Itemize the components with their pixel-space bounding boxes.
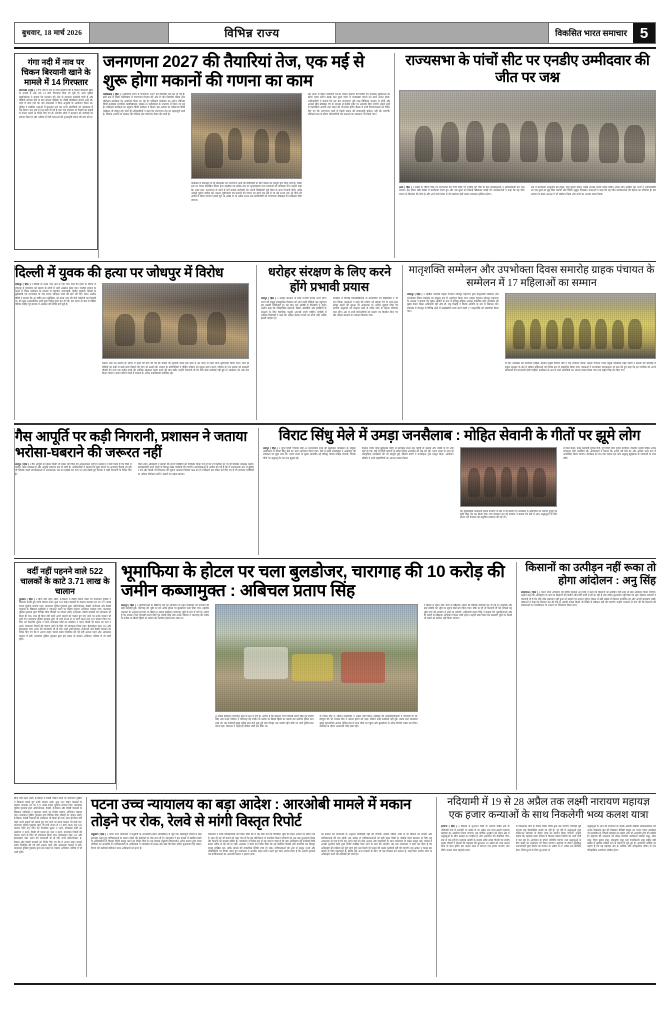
masthead-spacer-right (336, 23, 548, 43)
teaser-body (19, 89, 93, 239)
story-kisan (516, 562, 656, 790)
kalash-col-1 (441, 825, 510, 969)
block-fifth (14, 797, 656, 977)
bulldozer-demolition-photo (215, 604, 417, 712)
dharohar-col-1-text: धरोहर संरक्षण के लिए प्रभावी प्रयास करने होंगे। राज्य की समृद्ध सांस्कृतिक विरासत को आने वाली पीढ़ियों तक पहुंचाना हम सबकी जिम्मेदारी है। यह बात एक संगोष्ठी में विशेषज्ञों ने कही। उन्होंने कहा कि ऐतिहासिक इमारतों, किलों, बावड़ियों और हवेलियों के संरक्षण के लिए वैज्ञानिक पद्धति अपनाई जानी चाहिए। संगोष्ठी में शामिल विशेषज्ञों ने कहा कि धरोहर केवल पत्थरों का ढांचा नहीं, बल्कि हमारी पहचान है। (261, 297, 327, 321)
census-dateline: फरीदाबाद ( हिस ) । (103, 93, 123, 96)
mela-stage-photo (460, 447, 558, 507)
divider-3 (14, 558, 656, 559)
highcourt-col-1-text: पटना उच्च न्यायालय ने मधुबनी के आरओबी (रेलवे ओवरब्रिज) से जुड़े एक महत्वपूर्ण मामले में बड़ा हस्तक्षेप करते हुए याचिकाकर्ता के मकान तोड़ने की कार्रवाई पर रोक लगा दी है। न्यायालय ने इस मामले में संबंधित रेलवे के अधिकारियों से विस्तृत रिपोर्ट प्रस्तुत करने का निर्देश दिया है। यह मामला मधुबनी जिलान्तर्गत अनेक मकान द्वारा दायर याचिका पर आधारित है। याचिकाकर्ता के अधिवक्ता ने न्यायालय के समक्ष तर्क रखा कि बिना उचित मुआवजा दिए मकान गिराने की कार्रवाई संविधान प्रदत्त अधिकारों का हनन है। (91, 833, 202, 850)
mela-col-2: विशाल ज्योत यात्रा झूलेलाल मंदिर से कार्यक्रम स्थल तक पहुंची तो उत्साह और भक्ति के रंग और गहरे हो गए। मेले में सिंधी व्यंजनों के स्टॉल विशेष आकर्षण का केंद्र बने रहे। भजन संध्या के साथ ही सांस्कृतिक कार्यक्रमों की भी प्रस्तुति हुई, जिसमें बच्चों ने मनमोहक नृत्य प्रस्तुत किए। आयोजन समिति ने सभी सहयोगियों का आभार व्यक्त किया। (361, 446, 454, 460)
story-headline-matrishakti: मातृशक्ति सम्मेलन और उपभोक्ता दिवस समारोह ग्राहक पंचायत के सम्मेलन में 17 महिलाओं का सम्मान (408, 265, 655, 289)
highcourt-col-3: श्री प्रकाश की जानकारी के अनुसार कार्यवाही नहीं की जाएगी। इसका नोटिस अभी से भी मिलना जा सकेगा और याचिकाकर्ता की राय रहेगी। इस आदेश से याचिकाकर्ताओं को बड़ी राहत मिली है, जबकि रेलवे प्रशासन के लिए यह आवश्यक हो गया है कि वह अपने दावे को ठोस आधार और दस्तावेजों के साथ न्यायालय के समक्ष प्रस्तुत करे। मामले में अगली सुनवाई रेलवे द्वारा रिपोर्ट दाखिल किए जाने के बाद की जाएगी। तब तक न्यायालय ने स्पष्ट कर दिया है कि अधिग्रहण की प्रक्रिया को पूरी जांच होने तक किसी भी प्रकार की कठोर कार्रवाई नहीं की जाएगी। यह आदेश न केवल इस मामले के लिए महत्वपूर्ण है, बल्कि ऐसे अन्य मामलों के लिए भी एक मिसाल बन सकता है, जहां बिना पर्याप्त जांच के अधिग्रहण करने की कार्रवाई की जाती है। (321, 833, 432, 857)
bulldozer-col-1 (121, 604, 209, 786)
page-number-badge: 5 (633, 23, 655, 43)
census-col-1-text: हरियाणा राज्य में जनगणना 2027 की तैयारियां तेज कर दी गई हैं। इसी क्रम में जिला फरीदाबाद में जनगणना विभाग की ओर से तीन दिवसीय फील्ड ट्रेनर प्रशिक्षण कार्यक्रम का आयोजन किया जा रहा है। प्रशिक्षण कार्यक्रम का आरंभ सीनियर डिप्टी कलेक्टर राजकीय महाविद्यालय, सेक्टर-16 फरीदाबाद के सभागार में किया जा रहा है। प्रशिक्षण कार्यक्रम का उद्घाटन डिप्टी कमिश्नर ने किया। इस अवसर पर एडीशनल डिप्टी कमिश्नर भी मौजूद रहे। दोनों ही अधिकारियों ने कहा कि जनगणना देश का महत्वपूर्ण कार्य है, जिसके आधार पर सरकार की नीतियां और योजनाएं तैयार की जाती हैं। (103, 93, 186, 117)
teaser-body-text: गंगा नदी में नाव पर रील इत्यादि नदी में चिकन बिरयानी खाने के मामले में अब तक 14 लोग गिरफ्तार किए जा चुके हैं। अपर पुलिस महानिदेशक ने बताया कि प्रशासन की ओर से लगातार कार्रवाई जारी है और वीडियो वायरल होने के बाद सोशल मीडिया पर तीखी प्रतिक्रिया सामने आई थी। जांच में पाया गया कि नाव संचालकों ने बिना अनुमति के आयोजन किया था। पुलिस ने संबंधित धाराओं में मुकदमा दर्ज कर सभी आरोपियों को न्यायालय में पेश किया। घाट क्षेत्र में गश्त बढ़ा दी गई है तथा नाव संचालन के नियमों का कड़ाई से पालन कराने के निर्देश दिए गए हैं। स्थानीय लोगों ने प्रशासन की कार्रवाई का स्वागत किया है और भविष्य में ऐसी घटनाओं की पुनरावृत्ति रोकने की मांग की है। (19, 89, 93, 119)
kisan-dateline: प्रयागराज ( हिस ) । (521, 590, 540, 594)
teaser-challan-body (19, 598, 111, 776)
gas-col-1 (15, 463, 132, 555)
teaser-dateline: वाराणसी ( हिस ) । (19, 89, 37, 92)
left-rail-bottom (14, 562, 116, 790)
story-headline-jodhpur: दिल्ली में युवक की हत्या पर जोधपुर में विरोध (15, 265, 224, 281)
story-matrishakti (402, 265, 656, 420)
kalash-dateline: हरभंगा ( हिस ) । (441, 825, 460, 829)
story-bulldozer (116, 562, 516, 790)
story-sindhu-mela (258, 428, 656, 555)
block-third (14, 428, 656, 555)
teaser-challan-headline: वर्दी नहीं पहनने वाले 522 चालकों के काटे 3.71 लाख के चालान (20, 565, 110, 596)
jodhpur-col-1 (15, 283, 96, 405)
celebration-photo (399, 90, 656, 183)
kalash-col-3: श्रद्धालुओं के आने की संभावना है। इसके अलावा प्रख्यात लोककलाकार एवं अनेक विद्यालय क्षेत्र की विख्यात मैथिली ठाकुर का भजन गायन कार्यक्रम भी प्रस्तावित है, जिससे महायज्ञ का महत्व और भी आकर्षण होने की उम्मीद है। महायज्ञ की सफलता को लेकर स्थानीय कार्यकर्ता रामदेव साहू, रमेश साहू, गौरव कुमार साहू, रामकृष्ण साहू तथा राजकिशोर साहू सहित बड़ी संख्या में ग्रामीण सक्रिय रूप से तैयारी में जुटे हुए हैं। आयोजन समिति का कहना है कि यह महायज्ञ क्षेत्र के धार्मिक और सांस्कृतिक जीवन में एक ऐतिहासिक आयोजन साबित होगा। (587, 825, 656, 852)
block-top (14, 53, 656, 258)
bulldozer-col-3: के निर्देश दिए थे, लेकिन कब्जेदारों ने अमल नहीं किया। तहसील की उपजिलाधिकारी ने चेतावनी दी थी, मौजूदा की भी राजस्व टीम ने कब्जा हटाने को कहा, लेकिन कोई कार्रवाई नहीं हुई। इसके बाद मंगलवार सुबह प्रशासनिक अमला पुलिस बल के साथ मौके पर पहुंचा और बुलडोजर से अवैध निर्माण ध्वस्त कर दिया। कार्रवाई के दौरान आसपास भीड़ जमा रही। (319, 714, 418, 728)
masthead-date: बुधवार, 18 मार्च 2026 (15, 23, 90, 43)
matrishakti-col-1-text: अखिल भारतीय ग्राहक पंचायत जोधपुर महानगर द्वारा मातृशक्ति सम्मेलन और उपभोक्ता दिवस समारोह का संयुक्त रूप से आयोजन किया गया। ग्राहक पंचायत जोधपुर महानगर के अध्यक्ष ने बताया कि मुख्य अतिथि के रूप में प्रसिद्ध महिला अध्यक्ष उपस्थित रहीं। कार्यक्रम की मुख्य वक्ता शिक्षा अधिकारी रहीं और डॉ. मधु विश्नोई ने विशेष अतिथि के रूप में शिरकत की। समारोह में जोधपुर में विभिन्न क्षेत्रों में उल्लेखनीय कार्य करने वाली 17 मातृशक्ति को सम्मानित किया गया। (407, 293, 499, 314)
mela-col-3: एक हाइलाइटेड कार्यकर्ता इसके उपयोग के बारे में जानकारी दी। कार्यक्रम में अतिथियों का स्वागत दुपट्टा एवं स्मृति चिह्न भेंट कर किया गया। मंच संचालन कर रहे प्रवक्ता ने बताया कि मेले में आए श्रद्धालुओं के लिए भोजन एवं पेयजल की समुचित व्यवस्था की गई थी। (459, 509, 558, 520)
kalash-col-2: से निकलकर तीर्थ के निकट स्थित पवित्र कुंड तक जाएगी, जिसकी दूरी लगभग छह किलोमीटर बताई जा रही है। पूरे वर्ष में श्रद्धालुओं द्वारा पंक्ति-पथ व्यवस्था के दौरान यात्रा का स्वागत किया जाएगा। उन्होंने बताया कि महायज्ञ स्थल परिसर में विशाल पंडाल निर्माण का कार्य तेजी से चल रहा है। आयोजन के दौरान प्रतिदिन प्रवचन तथा श्रद्धालुओं के बीच भंडारे का आयोजन भी किया जाएगा। महायज्ञ के दौरान सुप्रसिद्ध कथावाचकों द्वारा किर्तन का प्रवचन 20 अप्रैल से 27 अप्रैल तक प्रतिदिन होगा, जिसे सुनने के लिए दूर-दराज से (515, 825, 582, 852)
story-headline-highcourt: पटना उच्च न्यायालय का बड़ा आदेश : आरओबी मामले में मकान तोड़ने पर रोक, रेलवे से मांगी विस्तृत रिपोर्ट (91, 797, 412, 830)
protest-meeting-photo (102, 283, 249, 359)
dharohar-dateline: जयपुर ( हिस ) । (261, 297, 279, 301)
story-gas (14, 428, 258, 555)
story-headline-gas: गैस आपूर्ति पर कड़ी निगरानी, प्रशासन ने जताया भरोसा-घबराने की जरूरत नहीं (15, 427, 247, 460)
matrishakti-dateline: जोधपुर ( हिस ) । (407, 293, 425, 297)
story-dharohar (256, 265, 402, 420)
kisan-col-1 (521, 591, 656, 781)
masthead-rule (14, 47, 656, 49)
teaser-challan-dateline: गुरुग्राम ( हिस ) । (19, 597, 37, 601)
story-jodhpur (14, 265, 256, 420)
mela-col-4: रत्नचल मेहरा, प्रदेश महामंत्री सुनील मैनी, पूर्व डिप्टी मेयर पुनीत कर्णावट, पेयरमैन भारती सहित अनेक गणमान्य लोग उपस्थित रहे। आयोजकों ने बताया कि अगले वर्ष मेले को और अधिक भव्य रूप में आयोजित किया जाएगा। कार्यक्रम देर रात तक चलता रहा और श्रद्धालु झूलेलाल के जयकारों के साथ लौटे। (563, 446, 656, 460)
story-headline-sindhu-mela: विराट सिंधु मेले में उमड़ा जनसैलाब : मोहित सेवानी के गीतों पर झूमे लोग (278, 427, 641, 444)
bulldozer-col-2: (1.6800 हेक्टेयर) चारागाह भूमि के रूप में दर्ज है। आरोप है कि कोरमन नगर निवासी प्रताप सिंह पुत्र संतोष सिंह और उनके परिवार ने चारागाह की जमीन के करीब 56 बिस्वा हिस्से पर कब्जा कर कर्मचंद होटल बना रखा था। यह कार्रवाई सुबह करीब सात बजे शुरू हुई और दोपहर तक चलती रही। मौके पर भारी पुलिस बल तैनात रहा। प्रशासन ने पहले ही नोटिस जारी कर दिया था। (215, 714, 314, 728)
divider-4 (14, 793, 656, 794)
kalash-col-1-text: विकास में शुभारंभ जिले के अंतर्गत प्रखंड क्षेत्र के नदियामी गांव में आगामी 19 अप्रैल से 28 अप्रैल तक भव्य लक्ष्मी नारायण महायज्ञ का आयोजन किया जाएगा। इस वार्षिक अनुष्ठान को लेकर क्षेत्र में श्रद्धालुओं के बीच उत्साह का माहौल है और आयोजन की तैयारियां जोर-शोर से चल रही हैं। महायज्ञ कमेटी के सदस्य शांति शास्त्र चौधरी एवं संतोष कुमार चौधरी ने बताया कि महायज्ञ की शुरुआत 19 अप्रैल को भव्य कलश यात्रा के साथ होगी। इस कलश यात्रा में लगभग एक हजार कन्याएं भाग लेंगी। कलश यात्रा महायज्ञ स्थल (441, 825, 510, 852)
dharohar-col-1 (261, 297, 327, 415)
masthead-spacer-left (90, 23, 168, 43)
women-group-photo (505, 293, 656, 359)
bulldozer-dateline: कानपुर ( हिस ) । (121, 603, 138, 607)
story-headline-bulldozer: भूमाफिया के होटल पर चला बुलडोजर, चारागाह की 10 करोड़ की जमीन कब्जामुक्त : अबिचल प्रताप सिंह (121, 561, 505, 601)
block-fourth (14, 562, 656, 790)
left-rail-top (14, 53, 98, 258)
left-rail-continuation (14, 797, 86, 977)
story-rajyasabha (394, 53, 656, 258)
teaser-ganga-boat (14, 53, 98, 250)
highcourt-col-2: न्यायालय ने रेलवे प्राधिकारियों को निर्देश दिया कि वे यह स्पष्ट करें कि विवादित भूमि की किस आधार पर लिया गया है। साथ ही यह भी बताने को कहा गया है कि इस परियोजना से प्रभावित कितने परिवारों को अब तक मुआवजा मिला और कितनों का मामला लंबित है। न्यायालय ने विशेष रूप से यह जानना चाहा है कि क्या अधिग्रहण की कार्रवाई विधि सम्मत तरीके से की गई या नहीं। अदालत ने रेलवे को निर्देश दिया कि वह संबंधित रिकॉर्ड और मानचित्र मय विस्तृत जवाब दाखिल करे, ताकि मामले की वास्तविक स्थिति स्पष्ट हो सके। याचिकाकर्ता की ओर से प्रस्तुत तथ्यों और परिस्थितियों पर विचार करते हुए न्यायालय ने अंतरिम राहत प्रदान करते हुए स्पष्ट आदेश दिया है कि अगली सुनवाई तक याचिकाकर्ता का अस्थायी मकान न हटाया जाए। (207, 833, 316, 857)
teaser-challan (14, 562, 116, 784)
masthead (14, 22, 656, 44)
jodhpur-col-1-text: दिल्ली के उत्तम नगर क्षेत्र में एक चाय वाले की हत्या के विरोध में जोधपुर में मंगलवार को समाज के लोगों में भारी आक्रोश देखा गया। चालीस समाज के नेतृत्व में जिला कलेक्टर के माध्यम से राष्ट्रपति, प्रधानमंत्री, केंद्रीय गृहमंत्री, दिल्ली के मुख्यमंत्री एवं राज्यपाल के नाम ज्ञापन सौंपकर न्याय की मांग की गई। चारंद अशोक खींची ने बताया कि 26 वर्षीय रतन चुडेलिया, जो उत्तम नगर की जेजे कॉलोनी का निवासी था, की कुछ असामाजिक तत्वों द्वारा निर्मम हत्या कर दी गई। इस घटना के बाद से पीड़ित परिवार सहित पूरे समाज में आक्रोश की स्थिति बनी हुई है। (15, 283, 96, 307)
rajyasabha-col-1-text: प्रखंड के चौरंगा चौक पर राज्यसभा की पांचों सीटों पर एनडीए की जीत के बाद कार्यकर्ताओं ने आतिशबाजी कर जश्न मनाया। इस दौरान बड़ी संख्या में कार्यकर्ता एकत्र हुए और एक-दूसरे को मिठाई खिलाकर बधाई दी। कार्यकर्ताओं ने कहा कि यह जीत जनता के विश्वास की जीत है और आने वाले समय में भी गठबंधन इसी प्रकार सफलता हासिल करेगा। (399, 186, 525, 196)
matrishakti-col-2: दी गई। कार्यक्रम की संयोजक महिला आयाम प्रमुख विनीता गौड़ ने मंच संचालन किया। ग्राहक पंचायत प्रचार प्रमुख एडवोकेट महेंद्र जोशी ने बताया कि समारोह में ग्राहक संरक्षण के क्षेत्र में सक्रिय महिलाओं को विशेष रूप से सम्मानित किया गया। वक्ताओं ने उपभोक्ता जागरूकता पर बल देते हुए कहा कि हर नागरिक को अपने अधिकारों की जानकारी होनी चाहिए। कार्यक्रम के अंत में सभी अतिथियों का आभार व्यक्त किया गया तथा स्मृति चिह्न भेंट किए गए। (504, 362, 656, 372)
story-kalash (436, 797, 656, 977)
teaser-challan-continued: बिना वर्दी पहने ऑटो, ई-रिक्शा व टैक्सी चलाने वालों पर यातायात पुलिस ने शिकंजा कसते हुए उनके चालान काटे। कुल 522 वाहन चालकों के चालान काटकर उन पर 3.71 लाख रुपया जुर्माना लगाया गया। यातायात पुलिस गुरुग्राम द्वारा ऑटो-रिक्शा, टैक्सी, ई-रिक्शा और टैक्सी चालकों के खिलाफ वर्दीकोड न पहनकर चलने पर विशेष चालान अभियान चलाया गया। यातायात पुलिस गुरुग्राम द्वारा विभिन्न चौक चौराहों पर जाकर ऑटो, ई-रिक्शा, टैक्सी चालकों को जागरूक भी किया ही गया, साथ ही बिना वर्दी पहने अपने वाहनों को चलाते हुए पाए जाने पर उनके चालान भी काटे गए। यातायात पुलिस गुरुग्राम द्वारा भी मार्च 2026 से 15 मार्च 2026 तक 522 चालान किए गए, जिन का निधारित शुल्क न भरने, प्रोफाइल फॉर्म का उल्लंघन न करने, किसी भी प्रकार का नशा न करने, यातायात नियमों की पालना करने के लिए भी जागरूक किया गया। हेल्पलाइन नंबर 112 और हेल्पलाइन नंबर 1095 की जानकारी भी दी गई। सभी ऑटो-रिक्शा, ई-रिक्शा और टैक्सी चालकों को निर्देश दिए गए कि वे अपना वाहन चलाते समय निर्धारित की गई वर्दी अवश्य पहनें और आवश्यक चालान में बचें। यातायात पुलिस गुरुग्राम द्वारा इस प्रकार के चालान अभियान भविष्य में भी जारी रहेंगे। (14, 797, 82, 854)
gas-col-1-text: गैस आपूर्ति को लेकर किसी भी प्रकार की चिंता की आवश्यकता नहीं है। प्रशासन ने स्पष्ट किया है कि जिले में पर्याप्त भंडार उपलब्ध है और आपूर्ति सामान्य रूप से जारी है। अधिकारियों ने बताया कि कुछ स्थानों पर अफवाह फैलाई जा रही थी जिसके चलते उपभोक्ताओं में अनावश्यक भय का माहौल बन गया था। इसे देखते हुए विभाग ने कड़ी निगरानी के निर्देश दिए हैं। (15, 462, 132, 476)
kisan-col-1-text: भारत न्याय अभियान की राष्ट्रीय प्रवक्ता अनु सिंह ने कहा कि किसानों का उत्पीड़न नहीं रुका तो बड़ा आंदोलन किया जाएगा। उन्होंने कहा कि अधिग्रहण के नाम पर किसानों की जमीनें औने-पौने दामों में ली जा रही हैं और उचित मुआवजा नहीं दिया जा रहा। किसान संगठनों ने चेतावनी दी है कि यदि शीघ्र समाधान नहीं हुआ तो सड़कों पर उतरना पड़ेगा। बैठक में बड़ी संख्या में किसान उपस्थित रहे और अपनी समस्याएं रखीं। वक्ताओं ने कहा कि किसान देश की रीढ़ है, उसकी उपेक्षा किसी भी स्थिति में स्वीकार नहीं की जाएगी। उन्होंने प्रशासन से मांग की कि किसानों की समस्याओं का प्राथमिकता के आधार पर निस्तारण किया जाए। (521, 590, 656, 608)
mela-col-1-text: पूज्य सिंधी पंचायत सेवा-12 मानसरोवर सभा की झूलेलाल फाउंडेशन के संयुक्त तत्वावधान में विराट सिंधु मेले का भव्य आयोजन किया गया। मेले में उमड़े जनसैलाब ने आयोजन की सफलता पर मुहर लगा दी। भजन संध्या के मुख्य आकर्षण रहे प्रसिद्ध गायक मोहित सेवानी, जिनके गीतों पर श्रद्धालु देर रात तक झूमते रहे। (263, 446, 356, 460)
census-col-1 (103, 93, 185, 253)
masthead-section-title: विभिन्न राज्य (168, 23, 336, 43)
masthead-brand: विकसित भारत समाचार (548, 23, 633, 43)
bulldozer-col-4: ने हिस्सा में लेकर जेल भेजा के खिलाफ अमल की विधिक कार्रवाई कर दी गई है। कार्रवाई और ग्राम समिति की भूमि पर सूचना बोर्ड लगा दिया गया। मौके पर ही तो चेतावनी दी गई, जिससे यह भूमि पांच की उपयोग में लाई जा सकेगी। अधिकारी प्रताप सिंह ने बताया कि भूमाफियाओं और गैर दबंगों के खिलाफ अभियान निरंतर जारी रहेगा। उन्होंने स्पष्ट किया कि सरकारी भूमि पर किसी भी कब्जे को बर्दाश्त नहीं किया जाएगा। (423, 603, 512, 621)
teaser-challan-body-text: बिना वर्दी पहने ऑटो, ई-रिक्शा व टैक्सी चलाने वालों पर यातायात पुलिस ने शिकंजा कसते हुए उनके चालान काटे। कुल 522 वाहन चालकों के चालान काटकर उन पर 3.71 लाख रुपया जुर्माना लगाया गया। यातायात पुलिस गुरुग्राम द्वारा ऑटो-रिक्शा, टैक्सी, ई-रिक्शा और टैक्सी चालकों के खिलाफ वर्दीकोड न पहनकर चलने पर विशेष चालान अभियान चलाया गया। यातायात पुलिस गुरुग्राम द्वारा विभिन्न चौक चौराहों पर जाकर ऑटो, ई-रिक्शा, टैक्सी चालकों को जागरूक भी किया ही गया, साथ ही बिना वर्दी पहने अपने वाहनों को चलाते हुए पाए जाने पर उनके चालान भी काटे गए। यातायात पुलिस गुरुग्राम द्वारा भी मार्च 2026 से 15 मार्च 2026 तक 522 चालान किए गए, जिन का निधारित शुल्क न भरने, प्रोफाइल फॉर्म का उल्लंघन न करने, किसी भी प्रकार का नशा न करने, यातायात नियमों की पालना करने के लिए भी जागरूक किया गया। हेल्पलाइन नंबर 112 और हेल्पलाइन नंबर 1095 की जानकारी भी दी गई। सभी ऑटो-रिक्शा, ई-रिक्शा और टैक्सी चालकों को निर्देश दिए गए कि वे अपना वाहन चलाते समय निर्धारित की गई वर्दी अवश्य पहनें और आवश्यक चालान में बचें। यातायात पुलिस गुरुग्राम द्वारा इस प्रकार के चालान अभियान भविष्य में भी जारी रहेंगे। (19, 597, 111, 642)
gas-col-2: जिला रसद अधिकारी ने बताया कि सभी एजेंसियों को निर्देशित किया गया है कि वे निर्धारित दर पर ही सिलेंडर उपलब्ध कराएं। कालाबाजारी करने वालों के विरुद्ध सख्त कार्रवाई की जाएगी। उपभोक्ताओं से अपील की गई है कि वे अनावश्यक रूप से बुकिंग न करें और किसी भी शिकायत की सूचना तत्काल नियंत्रण कक्ष को दें। निरीक्षण दल गठित कर दिए गए हैं जो लगातार एजेंसियों का औचक निरीक्षण करेंगे। भंडारों का महत्व बताया। (137, 462, 254, 476)
dharohar-col-2: कार्यक्रम में विभिन्न विश्वविद्यालयों के शोधार्थियों एवं विद्यार्थियों ने भी भाग लिया। वक्ताओं ने कहा कि पर्यटन को बढ़ावा देने के साथ-साथ धरोहर स्थलों की सुरक्षा भी आवश्यक है। उन्होंने सुझाव दिया कि स्थानीय समुदायों को संरक्षण कार्य से जोड़ा जाए तो बेहतर परिणाम प्राप्त होंगे। अंत में सभी प्रतिभागियों को प्रमाण पत्र वितरित किए गए और धरोहर संरक्षण का संकल्प दिलाया गया। (332, 297, 398, 318)
rajyasabha-col-2: जश्न में कार्यकर्ता आशुतोष झा राहुल, राजू कुमार यादव, प्रखंड अध्यक्ष संजय यादव सहित अनेक लोग शामिल रहे। सभी ने आतिशबाजी कर एक-दूसरे का मुंह मीठा कराया और विजय जुलूस निकाला। वक्ताओं ने कहा कि यह जीत कार्यकर्ताओं की मेहनत का परिणाम है। इस अवसर पर मंडल अध्यक्ष ने भी संबोधन किया और सभी का आभार प्रकट किया। (530, 186, 656, 196)
story-headline-census: जनगणना 2027 की तैयारियां तेज, एक मई से शुरू होगा मकानों की गणना का काम (103, 53, 365, 90)
highcourt-dateline: मधुबनी ( हिस ) । (91, 833, 109, 837)
gas-dateline: जयपुर ( हिस ) । (15, 462, 31, 466)
story-headline-kisan: किसानों का उत्पीड़न नहीं रूका तो होगा आंदोलन : अनु सिंह (525, 561, 656, 587)
census-col-3: मई 2026 में दौरान कर्मचारी घर-घर जाकर मकानों की स्थिति एवं उपलब्ध सुविधाओं का ब्योरा एकत्र करेंगे। इसके बाद दूसरे चरण में जनसंख्या गणना का कार्य आरंभ होगा। अधिकारियों ने बताया कि इस बार जनगणना पूरी तरह डिजिटल माध्यम से होगी और आंकड़े सीधे मोबाइल ऐप के माध्यम से केंद्रीय सर्वर पर अपलोड किए जाएंगे। इससे कार्य में पारदर्शिता आएगी तथा समय की भी बचत होगी। बैठक में सभी विभागाध्यक्षों को निर्देश दिए गए कि जनगणना कार्य में किसी प्रकार की लापरवाही बर्दाश्त नहीं की जाएगी। प्रशिक्षण सत्र के दौरान प्रतिभागियों की शंकाओं का समाधान भी किया गया। (307, 93, 391, 117)
story-headline-kalash: नदियामी में 19 से 28 अप्रैल तक लक्ष्मी नारायण महायज्ञ एक हजार कन्याओं के साथ निकलेगी भव्य कलश यात्रा (447, 797, 650, 821)
divider-1 (14, 261, 656, 262)
teaser-headline: गंगा नदी में नाव पर चिकन बिरयानी खाने के मामले में 14 गिरफ्तार (21, 57, 91, 87)
highcourt-col-1 (91, 833, 202, 973)
story-headline-rajyasabha: राज्यसभा के पांचों सीट पर एनडीए उम्मीदवार की जीत पर जश्न (405, 53, 650, 86)
block-second (14, 265, 656, 420)
mela-dateline: जयपुर ( हिस ) । (263, 446, 280, 450)
bottom-rule (14, 983, 656, 985)
bulldozer-col-1-text: भूमाफियाओं के खिलाफ चल रहे अभियान के तहत मंगलवार को प्रशासन की बड़ी कार्रवाई हुई। चारागाह की भूमि पर बने अवैध होटल पर बुलडोजर चला दिया गया। तहसील प्रशासन के अनुसार लगभग 56 बिस्वा (1.6800 हेक्टेयर) चारागाह भूमि के रूप में दर्ज है। आरोप है कि कोरमन नगर निवासी प्रताप सिंह पुत्र संतोष सिंह और उनके परिवार ने चारागाह की जमीन के करीब 56 बिस्वा हिस्से पर कब्जा कर कर्मचंद होटल बना रखा था। (121, 603, 210, 621)
census-meeting-photo (191, 93, 302, 179)
census-col-2: कार्यक्रम में प्रशिक्षण ले रहे प्रशिक्षकों को जनगणना कार्य की बारीकियों के लिए फील्ड का सम्पूर्ण ज्ञान दिया जाएगा। जिला स्तर पर तैनात प्रशिक्षित फील्ड ट्रेनर तहसील एवं ब्लॉक स्तर पर सुपरवाइजर तथा प्रगणकों को प्रशिक्षण देंगे। उन्होंने कहा कि आज प्रात: जनगणना के कार्य में लगे प्रत्येक कर्मचारी को अपनी जिम्मेदारी पूरी निष्ठा के साथ निभानी होगी, ताकि आंकड़े पूर्णतः सटीक रहें। मकान सूचीकरण एवं मकानों की गणना का कार्य एक मई से 30 मई 2026 तक 30 दिनों की अवधि में किया जाएगा। इससे पूर्व 16 अप्रैल से 30 अप्रैल 2026 तक कर्मचारियों को जनगणना मोबाइल ऐप प्रशिक्षण दिया जाएगा। (191, 182, 302, 202)
jodhpur-col-2: समाज और नेम समाज है। ज्ञापन में हत्या की मांग की गई कि मामले की सुनवाई फास्ट ट्रैक कोर्ट में कर जल्द से जल्द न्याय सुनिश्चित किया जाए। साथ ही दोषियों को कड़ी से कड़ी सजा दिलाने की मांग भी उठाई गई। समाज के प्रतिनिधियों ने पीड़ित परिवार को सुरक्षा प्रदान करने, परिवार के एक सदस्य को सरकारी नौकरी देने तथा एक करोड़ रुपये की आर्थिक सहायता प्रदान करने की मांग रखी। उन्होंने चेतावनी दी कि यदि शीघ्र कार्रवाई नहीं हुई तो आंदोलन को और तेज किया जाएगा। ज्ञापन सौंपने वालों में समाज के अनेक पदाधिकारी उपस्थित रहे। (102, 362, 249, 376)
jodhpur-dateline: जोधपुर ( हिस ) । (15, 283, 33, 287)
rajyasabha-col-1 (399, 186, 525, 258)
story-headline-dharohar: धरोहर संरक्षण के लिए करने होंगे प्रभावी प्रयास (267, 265, 392, 294)
story-census (98, 53, 394, 258)
divider-2 (14, 423, 656, 424)
rajyasabha-dateline: आरा ( हिस ) । (399, 186, 414, 189)
story-highcourt (86, 797, 436, 977)
mela-col-1 (263, 447, 356, 543)
matrishakti-col-1 (407, 293, 499, 413)
